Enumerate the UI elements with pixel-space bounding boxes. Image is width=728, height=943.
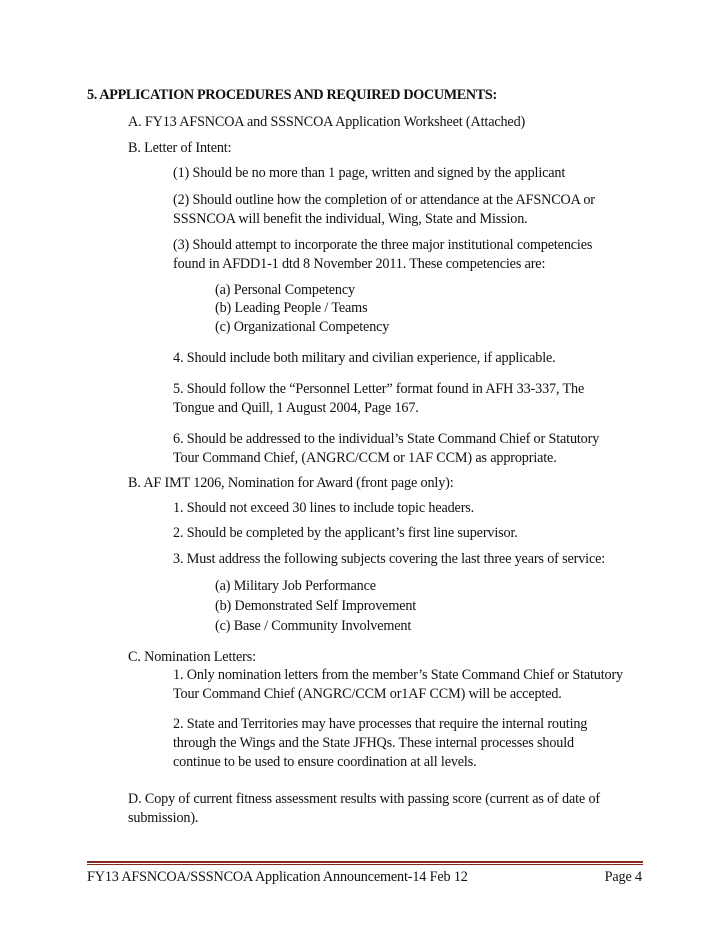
loi-point-6-line-2: Tour Command Chief, (ANGRC/CCM or 1AF CCM) as appropriate. — [173, 450, 557, 466]
letters-point-2-line-2: through the Wings and the State JFHQs. These internal processes should — [173, 735, 574, 751]
loi-point-5-line-1: 5. Should follow the “Personnel Letter” format found in AFH 33-337, The — [173, 381, 585, 397]
loi-point-2-line-1: (2) Should outline how the completion of or attendance at the AFSNCOA or — [173, 192, 595, 208]
letters-point-1-line-1: 1. Only nomination letters from the member’s State Command Chief or Statutory — [173, 667, 623, 683]
competency-c: (c) Organizational Competency — [215, 319, 390, 335]
award-subject-c: (c) Base / Community Involvement — [215, 618, 412, 634]
loi-point-4: 4. Should include both military and civilian experience, if applicable. — [173, 350, 556, 366]
loi-point-3-line-2: found in AFDD1-1 dtd 8 November 2011. These competencies are: — [173, 256, 546, 272]
item-d-line-1: D. Copy of current fitness assessment results with passing score (current as of date of — [128, 791, 600, 807]
item-c-nomination-letters: C. Nomination Letters: — [128, 649, 256, 665]
item-d-line-2: submission). — [128, 810, 199, 826]
item-b-letter-of-intent: B. Letter of Intent: — [128, 140, 232, 156]
letters-point-2-line-1: 2. State and Territories may have processes that require the internal routing — [173, 716, 588, 732]
award-point-1: 1. Should not exceed 30 lines to include topic headers. — [173, 500, 475, 516]
loi-point-3-line-1: (3) Should attempt to incorporate the three major institutional competencies — [173, 237, 593, 253]
loi-point-2-line-2: SSSNCOA will benefit the individual, Wing, State and Mission. — [173, 211, 528, 227]
competency-b: (b) Leading People / Teams — [215, 300, 368, 316]
competency-a: (a) Personal Competency — [215, 282, 355, 298]
footer-title: FY13 AFSNCOA/SSSNCOA Application Announcement-14 Feb 12 — [87, 869, 468, 885]
loi-point-5-line-2: Tongue and Quill, 1 August 2004, Page 167. — [173, 400, 419, 416]
loi-point-1: (1) Should be no more than 1 page, written and signed by the applicant — [173, 165, 566, 181]
footer-rule-thick — [87, 861, 643, 863]
item-b2-nomination-award: B. AF IMT 1206, Nomination for Award (front page only): — [128, 475, 454, 491]
award-subject-b: (b) Demonstrated Self Improvement — [215, 598, 417, 614]
loi-point-6-line-1: 6. Should be addressed to the individual’s State Command Chief or Statutory — [173, 431, 600, 447]
letters-point-2-line-3: continue to be used to ensure coordination at all levels. — [173, 754, 477, 770]
section-heading: 5. APPLICATION PROCEDURES AND REQUIRED DOCUMENTS: — [87, 87, 497, 103]
page-number: Page 4 — [604, 869, 642, 885]
item-a-worksheet: A. FY13 AFSNCOA and SSSNCOA Application Worksheet (Attached) — [128, 114, 526, 130]
letters-point-1-line-2: Tour Command Chief (ANGRC/CCM or1AF CCM) will be accepted. — [173, 686, 562, 702]
footer-rule-thin — [87, 864, 643, 865]
award-point-3: 3. Must address the following subjects covering the last three years of service: — [173, 551, 606, 567]
award-subject-a: (a) Military Job Performance — [215, 578, 376, 594]
award-point-2: 2. Should be completed by the applicant’s first line supervisor. — [173, 525, 518, 541]
